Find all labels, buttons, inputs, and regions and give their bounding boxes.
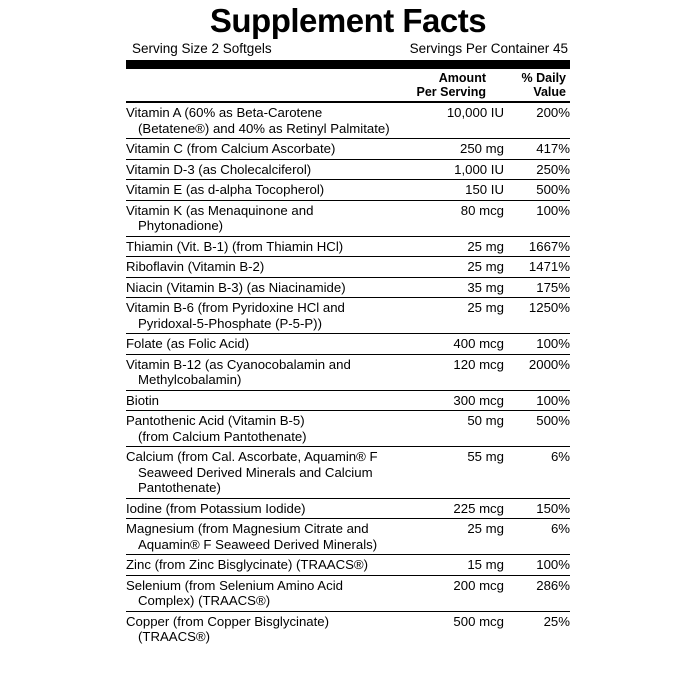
- nutrient-name-line1: Riboflavin (Vitamin B-2): [126, 259, 265, 274]
- nutrient-name-line1: Vitamin K (as Menaquinone and: [126, 202, 314, 218]
- table-header: [126, 69, 570, 101]
- nutrient-amount: 250 mg: [424, 139, 504, 160]
- nutrient-name: [126, 103, 424, 139]
- nutrient-name-line1: Zinc (from Zinc Bisglycinate) (TRAACS®): [126, 557, 368, 572]
- nutrient-name: [126, 447, 424, 499]
- table-row: [126, 200, 570, 236]
- nutrient-daily-value: 100%: [504, 555, 570, 576]
- nutrient-daily-value: 200%: [504, 103, 570, 139]
- table-row: [126, 334, 570, 355]
- supplement-facts-label: [126, 0, 570, 647]
- nutrient-name-line1: Vitamin B-12 (as Cyanocobalamin and: [126, 356, 351, 372]
- nutrient-name: [126, 390, 424, 411]
- nutrient-daily-value: 100%: [504, 200, 570, 236]
- servings-per-container: Servings Per Container 45: [409, 41, 568, 56]
- table-row: [126, 575, 570, 611]
- nutrient-name-line1: Magnesium (from Magnesium Citrate and: [126, 521, 369, 536]
- table-row: [126, 411, 570, 447]
- nutrient-name: [126, 555, 424, 576]
- nutrient-name: [126, 519, 424, 555]
- nutrient-amount: 25 mg: [424, 257, 504, 278]
- nutrient-daily-value: 417%: [504, 139, 570, 160]
- table-row: [126, 611, 570, 647]
- nutrient-name-line1: Thiamin (Vit. B-1) (from Thiamin HCl): [126, 238, 344, 254]
- nutrient-name-line2: Phytonadione): [138, 218, 224, 233]
- nutrient-daily-value: 6%: [504, 519, 570, 555]
- nutrient-amount: 15 mg: [424, 555, 504, 576]
- table-row: [126, 139, 570, 160]
- nutrient-name: [126, 277, 424, 298]
- nutrient-name: [126, 611, 424, 647]
- nutrient-daily-value: 2000%: [504, 354, 570, 390]
- nutrient-name-line1: Copper (from Copper Bisglycinate): [126, 613, 330, 629]
- nutrient-name: [126, 200, 424, 236]
- nutrient-daily-value: 25%: [543, 613, 570, 629]
- table-row: [126, 180, 570, 201]
- nutrient-daily-value: 1471%: [504, 257, 570, 278]
- nutrient-table: [126, 103, 570, 647]
- nutrient-name-line1: Vitamin B-6 (from Pyridoxine HCl and: [126, 300, 345, 315]
- table-row: [126, 298, 570, 334]
- nutrient-amount: 55 mg: [424, 447, 504, 499]
- nutrient-amount: 225 mcg: [424, 498, 504, 519]
- nutrient-name: [126, 236, 424, 257]
- nutrient-name: [126, 498, 424, 519]
- nutrient-name: [126, 575, 424, 611]
- nutrient-name: [126, 257, 424, 278]
- table-row: [126, 159, 570, 180]
- nutrient-amount: 25 mg: [424, 298, 504, 334]
- nutrient-name: [126, 411, 424, 447]
- nutrient-name-line1: Vitamin A (60% as Beta-Carotene: [126, 105, 323, 120]
- nutrient-daily-value: 500%: [504, 411, 570, 447]
- nutrient-daily-value: 500%: [504, 180, 570, 201]
- table-row: [126, 236, 570, 257]
- nutrient-amount: 120 mcg: [424, 354, 504, 390]
- nutrient-name-line1: Vitamin E (as d-alpha Tocopherol): [126, 182, 325, 197]
- nutrient-amount: 50 mg: [424, 411, 504, 447]
- nutrient-name-line1: Calcium (from Cal. Ascorbate, Aquamin® F: [126, 449, 378, 464]
- nutrient-amount: 10,000 IU: [424, 103, 504, 139]
- column-header-amount: Amount Per Serving: [416, 71, 486, 99]
- table-row: [126, 519, 570, 555]
- table-row: [126, 498, 570, 519]
- nutrient-amount: 25 mg: [424, 236, 504, 257]
- nutrient-amount: 150 IU: [424, 180, 504, 201]
- nutrient-name-line2: Methylcobalamin): [138, 372, 242, 387]
- nutrient-name: [126, 139, 424, 160]
- nutrient-name-line1: Iodine (from Potassium Iodide): [126, 500, 306, 516]
- nutrient-name-line2: (TRAACS®): [138, 629, 210, 644]
- page-title: Supplement Facts: [209, 2, 487, 39]
- nutrient-daily-value: 286%: [504, 575, 570, 611]
- nutrient-name-line2: Pyridoxal-5-Phosphate (P-5-P)): [138, 315, 322, 331]
- nutrient-name-line2: (Betatene®) and 40% as Retinyl Palmitate): [138, 120, 390, 136]
- nutrient-name-line1: Niacin (Vitamin B-3) (as Niacinamide): [126, 279, 346, 295]
- nutrient-amount: 35 mg: [424, 277, 504, 298]
- nutrient-daily-value: 100%: [504, 390, 570, 411]
- nutrient-name-line1: Vitamin D-3 (as Cholecalciferol): [126, 161, 312, 177]
- nutrient-daily-value: 100%: [504, 334, 570, 355]
- table-row: [126, 257, 570, 278]
- table-row: [126, 447, 570, 499]
- nutrient-name-line1: Folate (as Folic Acid): [126, 336, 250, 351]
- nutrient-name: [126, 354, 424, 390]
- nutrient-daily-value: 1250%: [504, 298, 570, 334]
- nutrient-amount: 300 mcg: [424, 390, 504, 411]
- divider-thick-top: [126, 60, 570, 69]
- nutrient-name-line1: Biotin: [126, 392, 159, 408]
- table-row: [126, 354, 570, 390]
- nutrient-amount: 400 mcg: [424, 334, 504, 355]
- nutrient-daily-value: 175%: [504, 277, 570, 298]
- serving-info: [126, 40, 570, 60]
- nutrient-daily-value: 6%: [504, 447, 570, 499]
- nutrient-name-line1: Selenium (from Selenium Amino Acid: [126, 577, 343, 593]
- table-row: [126, 390, 570, 411]
- nutrient-name-line1: Vitamin C (from Calcium Ascorbate): [126, 141, 336, 156]
- nutrient-name: [126, 159, 424, 180]
- nutrient-daily-value: 250%: [504, 159, 570, 180]
- column-header-daily-value: % Daily Value: [521, 71, 566, 99]
- nutrient-amount: 80 mcg: [424, 200, 504, 236]
- nutrient-amount: 1,000 IU: [424, 159, 504, 180]
- nutrient-daily-value: 1667%: [504, 236, 570, 257]
- nutrient-name: [126, 334, 424, 355]
- table-row: [126, 103, 570, 139]
- nutrient-name: [126, 298, 424, 334]
- nutrient-amount: 25 mg: [424, 519, 504, 555]
- nutrient-amount: 200 mcg: [424, 575, 504, 611]
- serving-size: Serving Size 2 Softgels: [132, 41, 272, 56]
- nutrient-name-line1: Pantothenic Acid (Vitamin B-5): [126, 413, 305, 428]
- nutrient-name-line2: Aquamin® F Seaweed Derived Minerals): [138, 536, 378, 552]
- table-row: [126, 277, 570, 298]
- nutrient-table-body: [126, 103, 570, 647]
- nutrient-name: [126, 180, 424, 201]
- nutrient-name-line2: Complex) (TRAACS®): [138, 593, 271, 608]
- nutrient-name-line2: (from Calcium Pantothenate): [138, 428, 307, 444]
- nutrient-amount: 500 mcg: [453, 613, 504, 629]
- nutrient-name-line2: Seaweed Derived Minerals and Calcium Pantothenate): [138, 464, 373, 495]
- nutrient-daily-value: 150%: [504, 498, 570, 519]
- table-row: [126, 555, 570, 576]
